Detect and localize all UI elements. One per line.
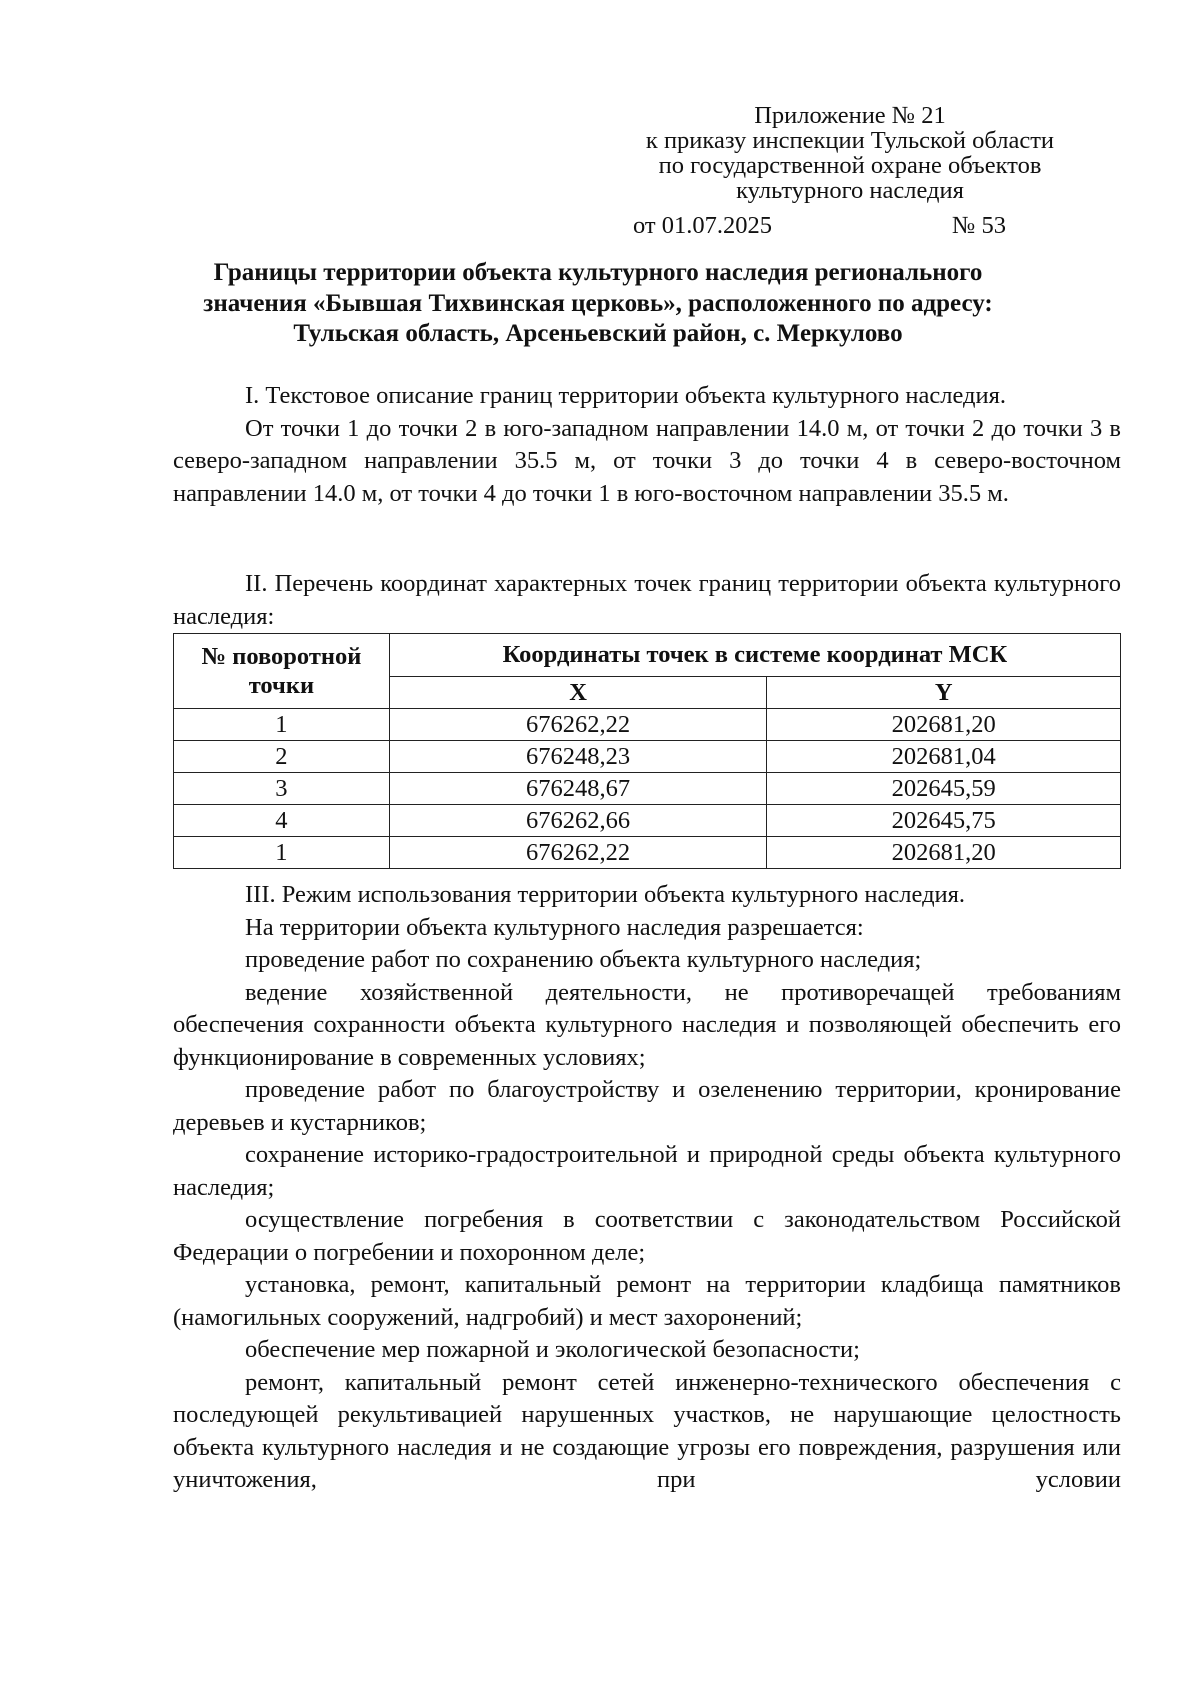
allowed-item: сохранение историко-градостроительной и природной среды объекта культурного наследия; xyxy=(173,1141,1121,1201)
table-row xyxy=(174,709,1121,741)
title-line-1: Границы территории объекта культурного наследия регионального xyxy=(213,259,983,286)
table-header-point: № поворотной точки xyxy=(174,634,390,709)
cell-y: 202645,59 xyxy=(767,773,1121,805)
cell-y: 202681,04 xyxy=(767,741,1121,773)
section-1-text: От точки 1 до точки 2 в юго-западном направлении 14.0 м, от точки 2 до точки 3 в северо-западном направлении 35.5 м, от точки 3 до точки 4 в северо-восточном направлении 14.0 м, от точки 4 до точки 1 в юго-восточном направлении 35.5 м. xyxy=(173,414,1121,507)
order-date: от 01.07.2025 xyxy=(633,212,773,239)
table-row xyxy=(174,805,1121,837)
document-title xyxy=(160,258,1036,350)
section-2-heading: II. Перечень координат характерных точек границ территории объекта культурного наследия: xyxy=(173,570,1121,630)
cell-point: 4 xyxy=(174,805,390,837)
cell-point: 1 xyxy=(174,837,390,869)
appendix-number: Приложение № 21 xyxy=(754,102,946,129)
cell-y: 202681,20 xyxy=(767,709,1121,741)
table-row xyxy=(174,837,1121,869)
order-number: № 53 xyxy=(952,212,1007,239)
allowed-item: установка, ремонт, капитальный ремонт на территории кладбища памятников (намогильных сооружений, надгробий) и мест захоронений; xyxy=(173,1271,1121,1331)
cell-x: 676248,23 xyxy=(389,741,767,773)
section-text-description xyxy=(173,380,1121,510)
title-line-3: Тульская область, Арсеньевский район, с. Меркулово xyxy=(293,320,903,347)
inspection-name-cont: культурного наследия xyxy=(736,177,964,204)
cell-y: 202645,75 xyxy=(767,805,1121,837)
table-header-coordinates: Координаты точек в системе координат МСК xyxy=(389,634,1120,677)
cell-x: 676262,22 xyxy=(389,709,767,741)
order-reference: к приказу инспекции Тульской области xyxy=(645,127,1055,154)
cell-point: 2 xyxy=(174,741,390,773)
inspection-name: по государственной охране объектов xyxy=(658,152,1042,179)
approval-block xyxy=(600,103,1100,243)
section-coordinates xyxy=(173,568,1121,869)
cell-point: 3 xyxy=(174,773,390,805)
cell-x: 676262,22 xyxy=(389,837,767,869)
table-header-y: Y xyxy=(767,677,1121,709)
cell-point: 1 xyxy=(174,709,390,741)
table-row xyxy=(174,741,1121,773)
table-header-x: X xyxy=(389,677,767,709)
section-3-intro: На территории объекта культурного наследия разрешается: xyxy=(245,913,864,941)
cell-y: 202681,20 xyxy=(767,837,1121,869)
coordinates-table xyxy=(173,633,1121,869)
section-usage-regime xyxy=(173,879,1121,1497)
section-1-heading: I. Текстовое описание границ территории объекта культурного наследия. xyxy=(245,382,1006,409)
title-line-2: значения «Бывшая Тихвинская церковь», расположенного по адресу: xyxy=(203,289,993,317)
allowed-item: ремонт, капитальный ремонт сетей инженерно-технического обеспечения с последующей рекультивацией нарушенных участков, не нарушающие целостность объекта культурного наследия и не создающие угрозы его повреждения, разрушения или уничтожения, при условии xyxy=(173,1368,1121,1493)
cell-x: 676262,66 xyxy=(389,805,767,837)
allowed-item: проведение работ по сохранению объекта культурного наследия; xyxy=(245,946,922,973)
table-row xyxy=(174,773,1121,805)
allowed-item: ведение хозяйственной деятельности, не противоречащей требованиям обеспечения сохранности объекта культурного наследия и позволяющей обеспечить его функционирование в современных условиях; xyxy=(173,978,1121,1071)
order-date-line xyxy=(600,213,1100,243)
allowed-item: проведение работ по благоустройству и озеленению территории, кронирование деревьев и кустарников; xyxy=(173,1076,1121,1136)
section-3-heading: III. Режим использования территории объекта культурного наследия. xyxy=(245,881,966,908)
allowed-item: осуществление погребения в соответствии с законодательством Российской Федерации о погребении и похоронном деле; xyxy=(173,1206,1121,1266)
cell-x: 676248,67 xyxy=(389,773,767,805)
allowed-item: обеспечение мер пожарной и экологической безопасности; xyxy=(245,1336,860,1363)
